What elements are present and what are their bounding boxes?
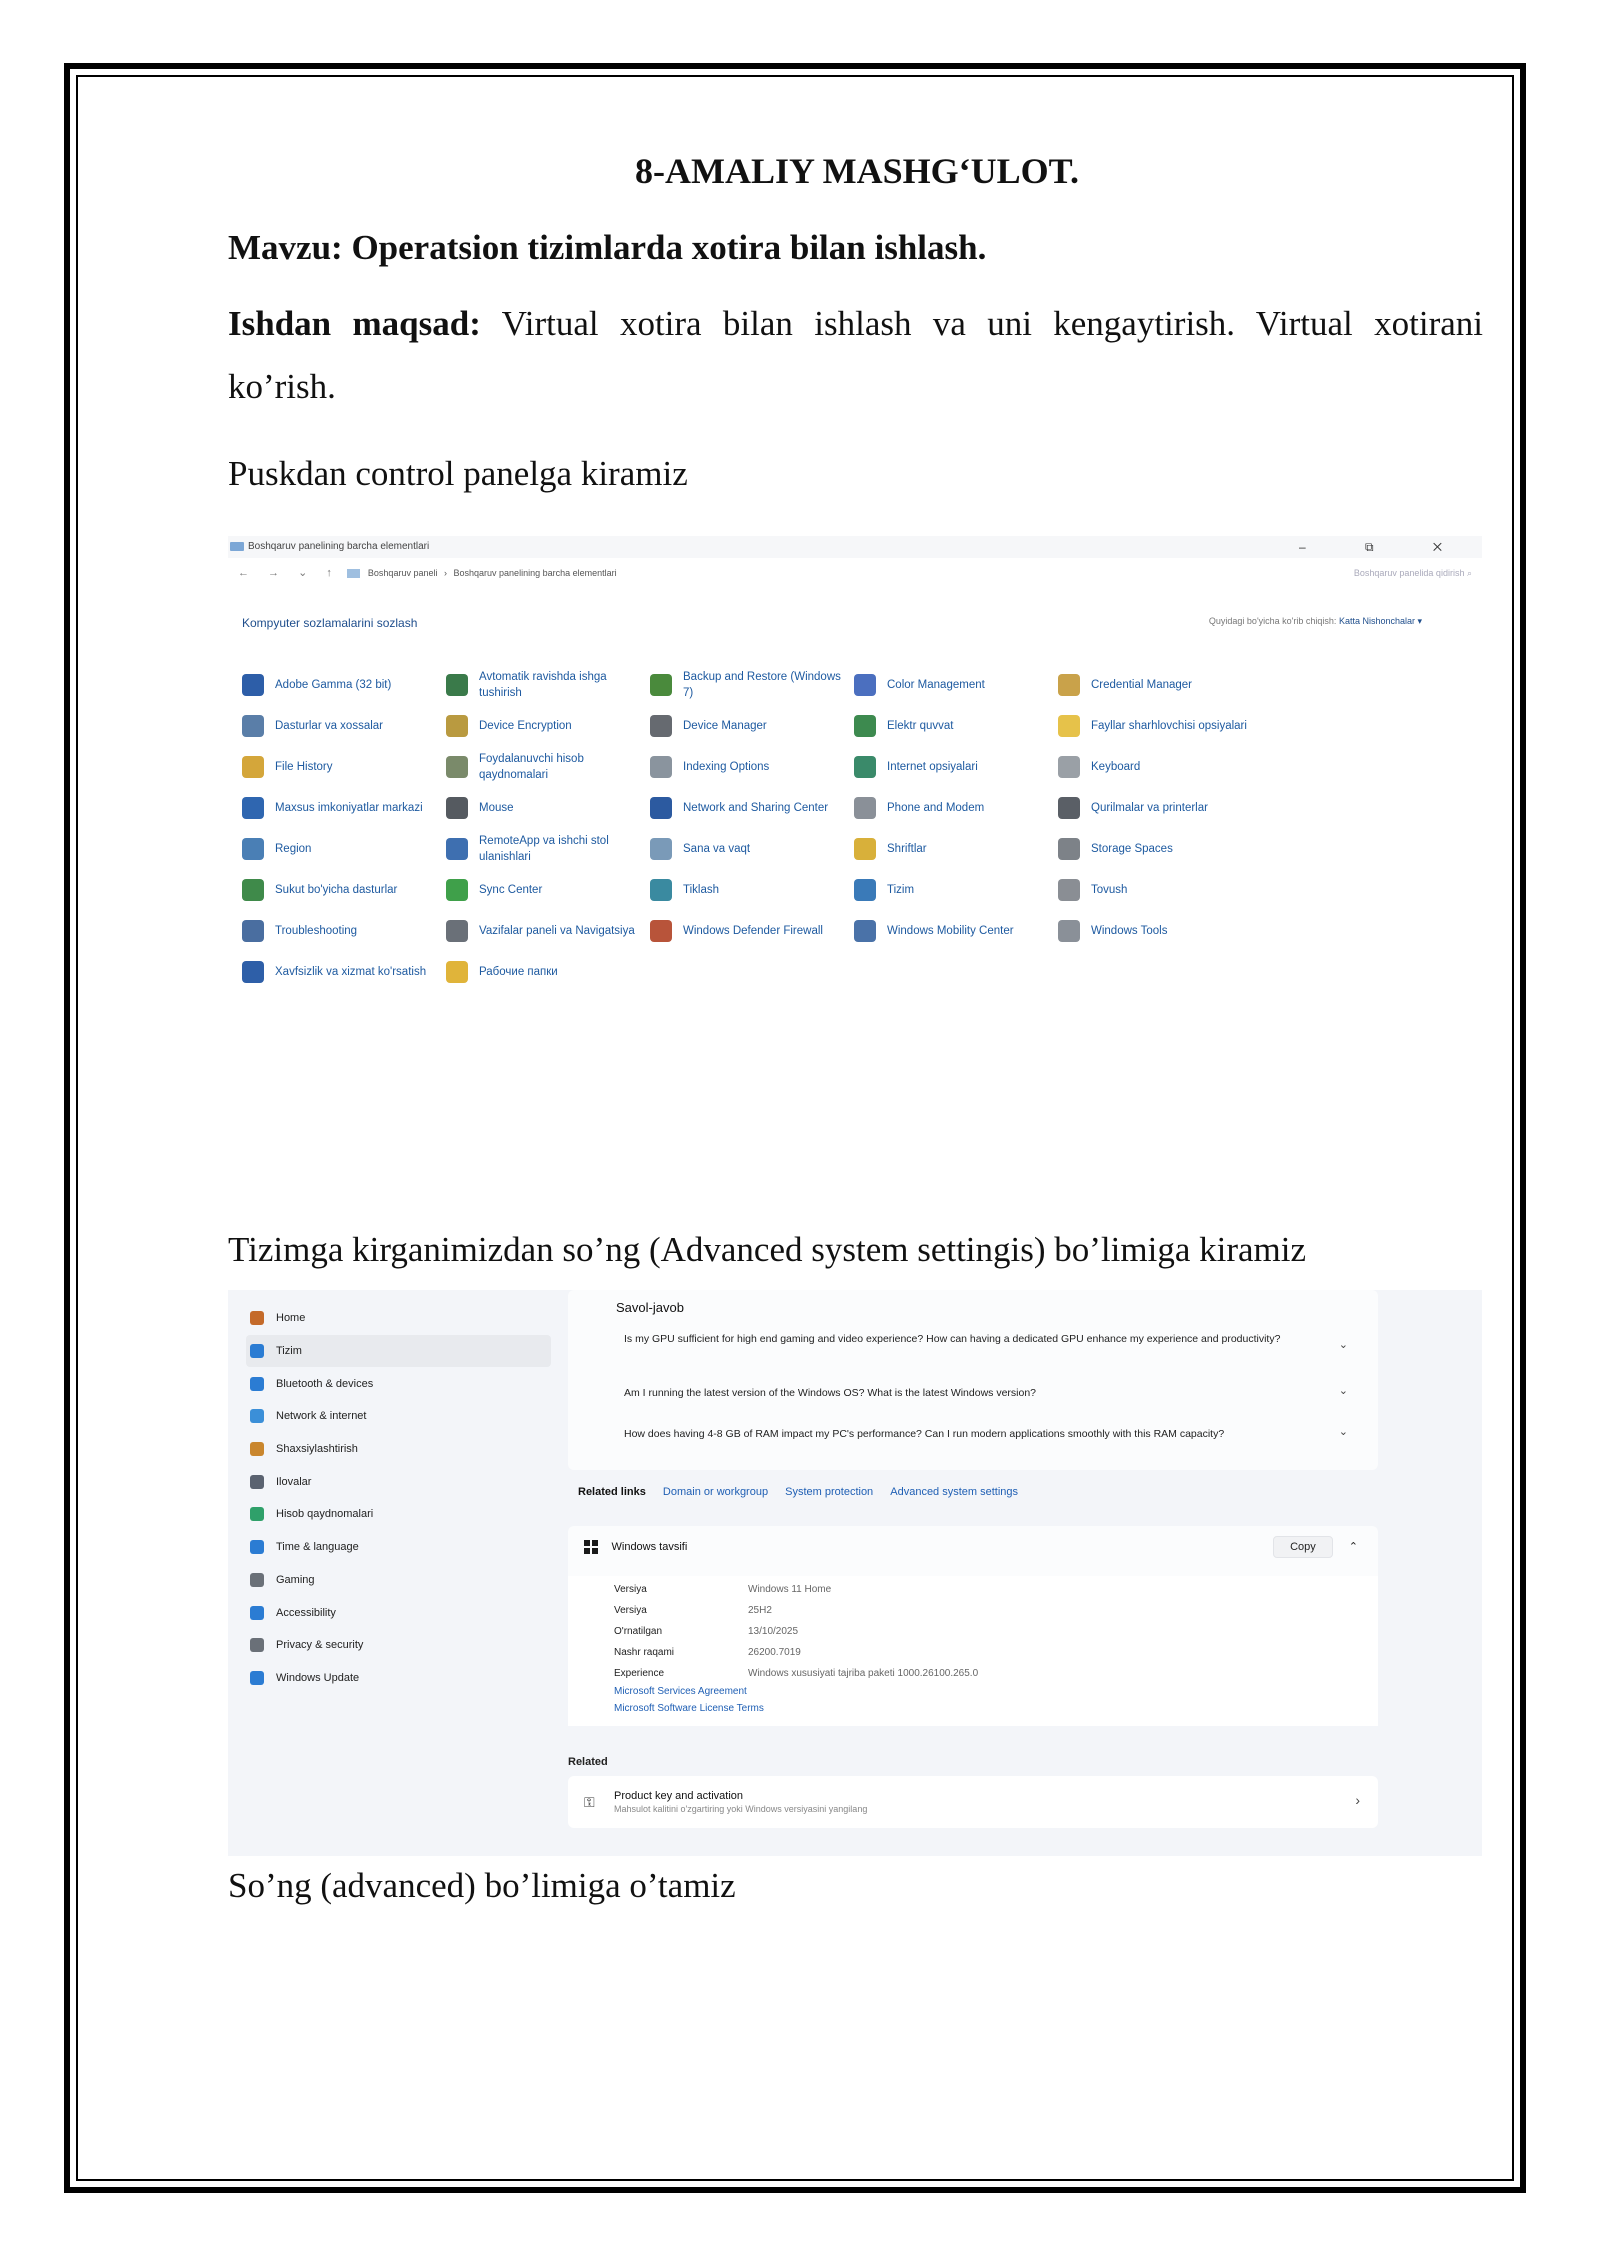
windows-spec-body	[568, 1576, 1378, 1726]
settings-nav-label: Gaming	[276, 1573, 315, 1586]
cp-item-label: Internet opsiyalari	[887, 760, 978, 773]
settings-nav-item[interactable]	[246, 1564, 551, 1597]
step-3-text: So’ng (advanced) bo’limiga o’tamiz	[228, 1866, 736, 1905]
cp-item[interactable]	[854, 705, 1058, 746]
cp-item[interactable]	[242, 705, 446, 746]
settings-main	[568, 1290, 1482, 1856]
settings-nav-icon	[250, 1344, 264, 1358]
windows-spec-card	[568, 1526, 1378, 1726]
cp-item-label: Рабочие папки	[479, 965, 558, 978]
control-panel-item-icon	[446, 715, 468, 737]
cp-item-label: Phone and Modem	[887, 801, 985, 814]
aim-label: Ishdan maqsad:	[228, 304, 481, 343]
chevron-right-icon: ›	[1355, 1792, 1360, 1808]
control-panel-item-icon	[446, 920, 468, 942]
spec-row: O'rnatilgan 13/10/2025	[614, 1626, 799, 1637]
cp-item[interactable]	[446, 951, 650, 992]
control-panel-item-icon	[854, 756, 876, 778]
control-panel-item-icon	[446, 961, 468, 983]
step-2-text: Tizimga kirganimizdan so’ng (Advanced system settingis) bo’limiga kiramiz	[228, 1230, 1307, 1269]
cp-item[interactable]	[446, 787, 650, 828]
cp-items-grid	[242, 664, 1292, 992]
spec-row: Nashr raqami 26200.7019	[614, 1647, 801, 1658]
cp-item[interactable]	[242, 951, 446, 992]
cp-item-label: File History	[275, 760, 333, 773]
cp-item[interactable]	[650, 869, 854, 910]
settings-nav-icon	[250, 1507, 264, 1521]
settings-sidebar	[228, 1290, 568, 1856]
cp-item[interactable]	[650, 787, 854, 828]
control-panel-item-icon	[1058, 674, 1080, 696]
settings-nav-item[interactable]	[246, 1531, 551, 1564]
settings-nav-item[interactable]	[246, 1465, 551, 1498]
settings-nav-label: Tizim	[276, 1345, 302, 1358]
cp-item-label: Qurilmalar va printerlar	[1091, 801, 1208, 814]
cp-view-by-value[interactable]: Katta Nishonchalar ▾	[1338, 616, 1422, 626]
settings-nav-label: Shaxsiylashtirish	[276, 1443, 358, 1456]
settings-nav	[246, 1302, 551, 1694]
cp-item-label: Tiklash	[683, 883, 719, 896]
aim-text-1: Virtual xotira bilan ishlash va uni kengaytirish. Virtual xotirani	[501, 304, 1483, 343]
cp-item[interactable]	[1058, 705, 1262, 746]
cp-item[interactable]	[650, 910, 854, 951]
control-panel-icon	[347, 569, 360, 578]
windows-spec-title: Windows tavsifi	[611, 1540, 688, 1553]
settings-nav-label: Home	[276, 1312, 306, 1325]
settings-nav-label: Accessibility	[276, 1606, 336, 1619]
control-panel-item-icon	[854, 715, 876, 737]
spec-row: Experience Windows xususiyati tajriba paketi 1000.26100.265.0	[614, 1668, 979, 1679]
system-protection-link[interactable]: System protection	[785, 1486, 874, 1498]
settings-nav-icon	[250, 1573, 264, 1587]
cp-item[interactable]	[854, 787, 1058, 828]
cp-heading: Kompyuter sozlamalarini sozlash	[242, 616, 418, 630]
step-1-text: Puskdan control panelga kiramiz	[228, 454, 688, 493]
control-panel-item-icon	[650, 879, 672, 901]
document-title: 8-AMALIY MASHG‘ULOT.	[635, 151, 1079, 191]
cp-item[interactable]	[1058, 746, 1262, 787]
cp-item[interactable]	[854, 664, 1058, 705]
control-panel-item-icon	[1058, 920, 1080, 942]
services-agreement-link[interactable]: Microsoft Services Agreement	[614, 1686, 747, 1697]
cp-item-label: Keyboard	[1091, 760, 1141, 773]
cp-item[interactable]	[446, 828, 650, 869]
spec-row: Versiya Windows 11 Home	[614, 1584, 832, 1595]
control-panel-item-icon	[854, 838, 876, 860]
settings-nav-item[interactable]	[246, 1662, 551, 1695]
advanced-system-settings-link[interactable]: Advanced system settings	[890, 1486, 1019, 1498]
settings-nav-item[interactable]	[246, 1433, 551, 1466]
cp-item-label: Maxsus imkoniyatlar markazi	[275, 801, 423, 814]
chevron-up-icon[interactable]: ⌃	[1348, 1541, 1358, 1553]
cp-item[interactable]	[242, 828, 446, 869]
control-panel-item-icon	[242, 920, 264, 942]
control-panel-item-icon	[1058, 879, 1080, 901]
cp-item-label: Credential Manager	[1091, 678, 1193, 691]
settings-nav-item[interactable]	[246, 1629, 551, 1662]
cp-search-input[interactable]: Boshqaruv panelida qidirish ⌕	[1353, 568, 1472, 578]
cp-item[interactable]	[446, 910, 650, 951]
copy-button[interactable]: Copy	[1273, 1536, 1333, 1558]
settings-nav-label: Hisob qaydnomalari	[276, 1508, 374, 1521]
control-panel-item-icon	[446, 756, 468, 778]
control-panel-item-icon	[650, 674, 672, 696]
control-panel-item-icon	[854, 674, 876, 696]
cp-item-label: Dasturlar va xossalar	[275, 719, 384, 732]
settings-nav-icon	[250, 1540, 264, 1554]
key-icon: ⚿	[584, 1794, 595, 1810]
control-panel-item-icon	[446, 838, 468, 860]
cp-item-label: Sync Center	[479, 883, 543, 896]
related-links-label: Related links	[578, 1486, 646, 1498]
windows-logo-icon	[584, 1540, 598, 1554]
cp-item[interactable]	[854, 869, 1058, 910]
related-heading: Related	[568, 1756, 608, 1768]
settings-nav-icon	[250, 1475, 264, 1489]
related-links	[578, 1486, 1018, 1498]
cp-item-label: Windows Tools	[1091, 924, 1168, 937]
cp-item[interactable]	[242, 746, 446, 787]
settings-nav-item[interactable]	[246, 1367, 551, 1400]
product-key-title: Product key and activation	[614, 1790, 744, 1802]
cp-item-label: Sana va vaqt	[683, 842, 751, 855]
cp-item[interactable]	[1058, 787, 1262, 828]
chevron-down-icon[interactable]: ⌄	[1338, 1426, 1348, 1438]
control-panel-item-icon	[854, 920, 876, 942]
cp-item-label: Foydalanuvchi hisob qaydnomalari	[479, 752, 584, 781]
cp-window-title: Boshqaruv panelining barcha elementlari	[248, 541, 430, 552]
cp-item-label: Indexing Options	[683, 760, 770, 773]
cp-item[interactable]	[650, 664, 854, 705]
cp-item[interactable]	[242, 869, 446, 910]
cp-item-label: Troubleshooting	[275, 924, 358, 937]
cp-item-label: Mouse	[479, 801, 514, 814]
control-panel-item-icon	[1058, 838, 1080, 860]
control-panel-item-icon	[242, 797, 264, 819]
cp-item-label: Device Manager	[683, 719, 767, 732]
aim-line-2: ko’rish.	[228, 367, 336, 406]
cp-item[interactable]	[1058, 828, 1262, 869]
control-panel-item-icon	[650, 797, 672, 819]
control-panel-item-icon	[446, 674, 468, 696]
control-panel-item-icon	[242, 879, 264, 901]
cp-item-label: Region	[275, 842, 312, 855]
spec-row: Versiya 25H2	[614, 1605, 772, 1616]
settings-nav-label: Windows Update	[276, 1671, 360, 1684]
folder-icon	[230, 542, 244, 551]
topic-text: Operatsion tizimlarda xotira bilan ishlash.	[351, 228, 987, 267]
cp-item[interactable]	[242, 664, 446, 705]
cp-item[interactable]	[650, 746, 854, 787]
cp-item[interactable]	[854, 910, 1058, 951]
faq-question[interactable]: How does having 4-8 GB of RAM impact my PC's performance? Can I run modern applications smoothly with this RAM capacity?	[624, 1428, 1225, 1440]
cp-item[interactable]	[446, 869, 650, 910]
control-panel-item-icon	[1058, 756, 1080, 778]
cp-item-label: Tizim	[887, 883, 915, 896]
cp-item[interactable]	[854, 828, 1058, 869]
cp-item[interactable]	[242, 910, 446, 951]
settings-nav-label: Network & internet	[276, 1410, 367, 1423]
settings-nav-item[interactable]	[246, 1596, 551, 1629]
control-panel-item-icon	[650, 715, 672, 737]
cp-item[interactable]	[1058, 664, 1262, 705]
control-panel-item-icon	[650, 756, 672, 778]
cp-item-label: Xavfsizlik va xizmat ko'rsatish	[275, 965, 427, 978]
cp-breadcrumb-1[interactable]: Boshqaruv paneli	[367, 568, 438, 578]
cp-item-label: Windows Mobility Center	[887, 924, 1014, 937]
cp-item-label: Shriftlar	[887, 842, 927, 855]
settings-nav-label: Ilovalar	[276, 1475, 312, 1488]
cp-window-buttons[interactable]: – ⧉ ✕	[1298, 540, 1470, 554]
settings-nav-label: Bluetooth & devices	[276, 1377, 374, 1390]
control-panel-screenshot	[228, 536, 1482, 1036]
settings-nav-item[interactable]	[246, 1335, 551, 1368]
cp-item[interactable]	[1058, 869, 1262, 910]
control-panel-item-icon	[242, 756, 264, 778]
control-panel-item-icon	[446, 879, 468, 901]
cp-item-label: Elektr quvvat	[887, 719, 954, 732]
cp-item[interactable]	[854, 746, 1058, 787]
cp-item[interactable]	[650, 705, 854, 746]
topic-label: Mavzu:	[228, 228, 343, 267]
control-panel-item-icon	[854, 797, 876, 819]
domain-workgroup-link[interactable]: Domain or workgroup	[662, 1486, 769, 1498]
settings-nav-icon	[250, 1409, 264, 1423]
control-panel-item-icon	[242, 715, 264, 737]
settings-nav-label: Time & language	[276, 1541, 359, 1554]
faq-question[interactable]: Am I running the latest version of the Windows OS? What is the latest Windows version?	[624, 1387, 1037, 1399]
chevron-down-icon[interactable]: ⌄	[1338, 1385, 1348, 1397]
settings-nav-icon	[250, 1638, 264, 1652]
settings-nav-icon	[250, 1671, 264, 1685]
control-panel-item-icon	[650, 920, 672, 942]
cp-item-label: Vazifalar paneli va Navigatsiya	[479, 924, 635, 937]
cp-breadcrumb-2[interactable]: Boshqaruv panelining barcha elementlari	[453, 568, 617, 578]
cp-item-label: Device Encryption	[479, 719, 572, 732]
settings-nav-label: Privacy & security	[276, 1639, 364, 1652]
control-panel-item-icon	[242, 961, 264, 983]
cp-view-by-label: Quyidagi bo'yicha ko'rib chiqish:	[1208, 616, 1337, 626]
settings-nav-item[interactable]	[246, 1498, 551, 1531]
faq-question[interactable]: Is my GPU sufficient for high end gaming and video experience? How can having a dedicated GPU enhance my experience and productivity?	[624, 1333, 1281, 1345]
cp-nav-buttons[interactable]: ← → ⌄ ↑	[238, 567, 340, 579]
license-terms-link[interactable]: Microsoft Software License Terms	[614, 1703, 764, 1714]
cp-item[interactable]	[446, 746, 650, 787]
cp-titlebar	[228, 536, 1482, 558]
cp-item-label: Tovush	[1091, 883, 1128, 896]
topic-line	[228, 216, 1483, 280]
cp-item[interactable]	[446, 705, 650, 746]
settings-nav-icon	[250, 1442, 264, 1456]
cp-item-label: Adobe Gamma (32 bit)	[275, 678, 392, 691]
settings-nav-icon	[250, 1311, 264, 1325]
cp-item[interactable]	[446, 664, 650, 705]
control-panel-item-icon	[242, 674, 264, 696]
cp-item-label: Windows Defender Firewall	[683, 924, 823, 937]
settings-nav-icon	[250, 1377, 264, 1391]
cp-item-label: RemoteApp va ishchi stol ulanishlari	[479, 834, 609, 863]
settings-nav-item[interactable]	[246, 1302, 551, 1335]
control-panel-item-icon	[854, 879, 876, 901]
cp-item-label: Avtomatik ravishda ishga tushirish	[479, 670, 607, 699]
product-key-subtitle: Mahsulot kalitini o'zgartiring yoki Windows versiyasini yangilang	[614, 1804, 868, 1814]
settings-screenshot	[228, 1290, 1482, 1856]
cp-item-label: Network and Sharing Center	[683, 801, 829, 814]
settings-nav-item[interactable]	[246, 1400, 551, 1433]
settings-nav-icon	[250, 1606, 264, 1620]
product-key-card[interactable]	[568, 1776, 1378, 1828]
windows-spec-header[interactable]	[584, 1540, 687, 1554]
copy-area	[1273, 1536, 1358, 1558]
cp-item[interactable]	[650, 828, 854, 869]
cp-item-label: Storage Spaces	[1091, 842, 1173, 855]
faq-title: Savol-javob	[616, 1300, 684, 1315]
cp-item-label: Fayllar sharhlovchisi opsiyalari	[1091, 719, 1247, 732]
cp-item[interactable]	[1058, 910, 1262, 951]
cp-item[interactable]	[242, 787, 446, 828]
aim-line-1	[228, 292, 1483, 356]
cp-view-by	[1209, 616, 1422, 627]
cp-item-label: Color Management	[887, 678, 985, 691]
faq-card	[568, 1290, 1378, 1470]
control-panel-item-icon	[1058, 797, 1080, 819]
cp-item-label: Sukut bo'yicha dasturlar	[275, 883, 398, 896]
control-panel-item-icon	[650, 838, 672, 860]
control-panel-item-icon	[446, 797, 468, 819]
control-panel-item-icon	[1058, 715, 1080, 737]
cp-item-label: Backup and Restore (Windows 7)	[683, 670, 841, 699]
cp-address-bar: ← → ⌄ ↑ Boshqaruv paneli › Boshqaruv panelining barcha elementlari	[228, 560, 1482, 586]
cp-search-placeholder: Boshqaruv panelida qidirish	[1353, 568, 1465, 578]
control-panel-item-icon	[242, 838, 264, 860]
chevron-down-icon[interactable]: ⌄	[1338, 1339, 1348, 1351]
